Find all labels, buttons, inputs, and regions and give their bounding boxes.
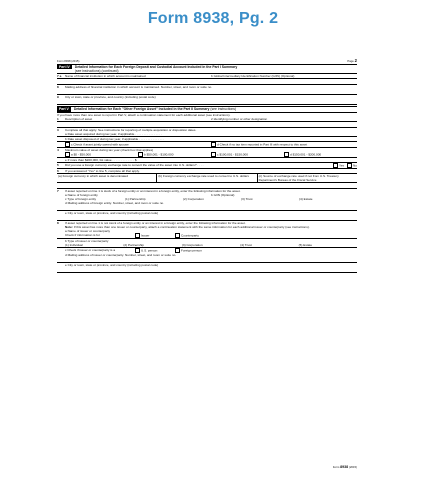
v-line-4e-label: e If more than $200,000, list value . . . . . . . . . . . . . $	[65, 157, 137, 162]
v-line-8-num: 8	[57, 220, 59, 225]
issuer-individual-option[interactable]	[65, 243, 123, 247]
entity-estate-label: (4) Estate	[299, 196, 313, 201]
counterparty-label: Counterparty	[181, 232, 199, 237]
v-line-5-label: Did you use a foreign currency exchange rate to convert the value of the asset into U.S. dollars? . . . .	[65, 162, 204, 167]
issuer-partnership-option[interactable]	[123, 243, 181, 247]
yes-label: Yes	[338, 162, 345, 167]
footer-form-number: 8938	[340, 465, 349, 469]
issuer-trust-label: (4) Trust	[240, 242, 252, 247]
v-line-6-columns	[57, 173, 357, 183]
line-8	[57, 85, 357, 89]
v-line-5-num: 5	[57, 162, 59, 167]
value-0-50k-option[interactable]	[65, 152, 138, 157]
part5-intro: If you have more than one asset to report in Part V, attach a continuation statement for each additional asset (see instructions).	[57, 112, 231, 117]
line-7a-label: Name of financial institution in which account is maintained	[65, 74, 146, 79]
part4-title-text: Detailed Information for Each Foreign Deposit and Custodial Account Included in the Part I Summary	[74, 65, 238, 69]
v-line-3b-label: b Date asset disposed of during tax year, if applicable . . . . . . . . . . . . . . .	[65, 136, 165, 141]
entity-estate-option[interactable]	[299, 197, 357, 201]
issuer-corporation-label: (3) Corporation	[181, 242, 203, 247]
v-line-1-label[interactable]: Description of asset	[65, 116, 93, 121]
no-option[interactable]	[347, 163, 357, 168]
issuer-estate-option[interactable]	[299, 243, 357, 247]
issuer-individual-label: (1) Individual	[65, 242, 83, 247]
part4-subtitle: (see instructions) (continued)	[74, 69, 119, 74]
line-9-field[interactable]	[57, 99, 357, 105]
issuer-trust-option[interactable]	[240, 243, 298, 247]
line-9-num: 9	[57, 95, 59, 100]
v-line-6-label: If you answered "Yes" to line 5, complete all that apply.	[65, 168, 140, 173]
v-line-3c[interactable]	[65, 142, 211, 147]
v-line-4-label: Maximum value of asset during tax year (check box that applies)	[65, 147, 154, 152]
note-label: Note:	[65, 224, 73, 229]
yes-checkbox[interactable]	[333, 163, 338, 168]
v-line-6b-col[interactable]: (b) Foreign currency exchange rate used to convert to U.S. dollars	[157, 174, 257, 182]
v-line-7d-label: d Mailing address of foreign entity. Number, street, and room or suite no.	[65, 200, 164, 205]
v-line-6a-col[interactable]: (a) Foreign currency in which asset is denominated	[57, 174, 157, 182]
v-line-3d-label: d Check if no tax item reported in Part III with respect to this asset	[217, 141, 308, 146]
no-checkbox[interactable]	[347, 163, 352, 168]
line-8-num: 8	[57, 85, 59, 90]
v-line-1-num: 1	[57, 116, 59, 121]
v-line-7-num: 7	[57, 188, 59, 193]
issuer-label: Issuer	[141, 232, 150, 237]
v-line-8a-label[interactable]: a Name of issuer or counterparty	[65, 228, 111, 233]
value-0-50k-checkbox[interactable]	[65, 152, 70, 157]
no-label: No	[353, 162, 357, 167]
page-number	[347, 59, 357, 63]
counterparty-checkbox[interactable]	[175, 233, 180, 238]
value-0-50k-label: a $0 - $50,000	[71, 151, 91, 156]
yes-option[interactable]	[333, 163, 344, 168]
issuer-checkbox[interactable]	[135, 233, 140, 238]
line-7b-label: b Global Intermediary Identification Number (GIIN) (Optional)	[211, 74, 295, 79]
part4-title	[75, 65, 237, 73]
counterparty-option[interactable]	[175, 233, 199, 238]
v-line-3-label: Complete all that apply. See instructions for reporting of multiple acquisition or disposition dates.	[65, 127, 197, 132]
v-line-3-num: 3	[57, 127, 59, 132]
v-line-6	[57, 169, 357, 173]
line-8-label: Mailing address of financial institution in which account is maintained. Number, street, and room or suite no.	[65, 85, 213, 90]
v-line-7b-label[interactable]: b GIIN (Optional)	[211, 192, 235, 197]
v-line-7-label: If asset reported on line 1 is stock of a foreign entity or an interest in a foreign entity, enter the following information for the asset.	[65, 188, 241, 193]
issuer-partnership-label: (2) Partnership	[123, 242, 144, 247]
part4-header	[57, 65, 357, 74]
v-line-3d[interactable]	[211, 142, 357, 147]
value-150k-200k-option[interactable]	[284, 152, 357, 157]
v-line-3c-label: c Check if asset jointly owned with spouse	[71, 141, 129, 146]
form-header	[57, 59, 357, 63]
entity-corporation-label: (2) Corporation	[183, 196, 204, 201]
entity-trust-label: (3) Trust	[241, 196, 253, 201]
line-7a-num: 7 a	[57, 74, 62, 79]
v-line-6c-col[interactable]: (c) Source of exchange rate used if not from U.S. Treasury Department's Bureau of the Fiscal Service	[258, 173, 339, 182]
value-50k-100k-checkbox[interactable]	[138, 152, 143, 157]
value-50k-100k-label: b $50,001 - $100,000	[144, 151, 174, 156]
value-150k-200k-label: d $150,001 - $200,000	[290, 151, 322, 156]
entity-trust-option[interactable]	[241, 197, 299, 201]
v-line-8a-check-label: Check if information is for	[65, 232, 100, 237]
entity-partnership-label: (1) Partnership	[125, 196, 146, 201]
v-line-7a-label[interactable]: a Name of foreign entity	[65, 192, 98, 197]
v-line-8c-label: c Check if issuer or counterparty is a	[65, 247, 116, 252]
v-line-4-num: 4	[57, 147, 59, 152]
issuer-corporation-option[interactable]	[182, 243, 240, 247]
v-line-3a-label: a Date asset acquired during tax year, if applicable . . . . . . . . . . . . . . . .	[65, 131, 162, 136]
us-person-label: U.S. person	[141, 247, 158, 252]
part5-title	[74, 107, 236, 111]
value-100k-150k-checkbox[interactable]	[211, 152, 216, 157]
foreign-person-option[interactable]	[175, 248, 202, 253]
form-footer	[333, 465, 357, 469]
joint-spouse-checkbox[interactable]	[65, 142, 70, 147]
v-line-7e-label: e City or town, state or province, and country (including postal code)	[65, 210, 159, 215]
line-9-label: City or town, state or province, and country (including postal code)	[65, 95, 156, 100]
page-label: Page	[347, 59, 354, 63]
no-tax-item-checkbox[interactable]	[211, 142, 216, 147]
footer-form-label: Form	[332, 465, 340, 469]
v-line-8e-label: e City or town, state or province, and country (including postal code)	[65, 262, 159, 267]
v-line-2-label[interactable]: 2 Identifying number or other designation	[211, 116, 268, 121]
part5-title-text: Detailed Information for Each "Other Foreign Asset" Included in the Part II Summary	[73, 107, 210, 112]
line-9	[57, 95, 357, 99]
form-page	[57, 59, 357, 469]
v-line-8e-field[interactable]	[57, 267, 357, 273]
entity-corporation-option[interactable]	[183, 197, 241, 201]
v-line-6-num: 6	[57, 168, 59, 173]
v-line-8b-label: b Type of issuer or counterparty	[65, 238, 109, 243]
form-header-left: Form 8938 (2015)	[57, 59, 80, 63]
footer-year: (2015)	[348, 465, 357, 469]
v-line-8d-label: d Mailing address of issuer or counterparty. Number, street, and room or suite no.	[65, 252, 177, 257]
issuer-option[interactable]	[135, 233, 175, 238]
page-no-value: 2	[354, 58, 357, 63]
value-100k-150k-option[interactable]	[211, 152, 284, 157]
foreign-person-label: Foreign person	[181, 247, 202, 252]
part5-title-note: (see instructions)	[210, 107, 237, 112]
v-line-7c-label: c Type of foreign entity	[65, 196, 97, 201]
value-50k-100k-option[interactable]	[138, 152, 211, 157]
part4-tag: Part IV	[59, 65, 70, 69]
note-text: If this asset has more than one issuer or counterparty, attach a continuation statement with the same information for each additional issuer or counterparty (see instructions).	[73, 224, 310, 229]
issuer-estate-label: (5) Estate	[298, 242, 313, 247]
value-100k-150k-label: c $100,001 - $150,000	[217, 151, 248, 156]
v-line-8-label: If asset reported on line 1 is not stock of a foreign entity or an interest in a foreign entity, enter the following information for the asset.	[65, 220, 246, 225]
value-150k-200k-checkbox[interactable]	[284, 152, 289, 157]
page-banner-title: Form 8938, Pg. 2	[147, 10, 279, 27]
part5-tag: Part V	[59, 107, 69, 112]
